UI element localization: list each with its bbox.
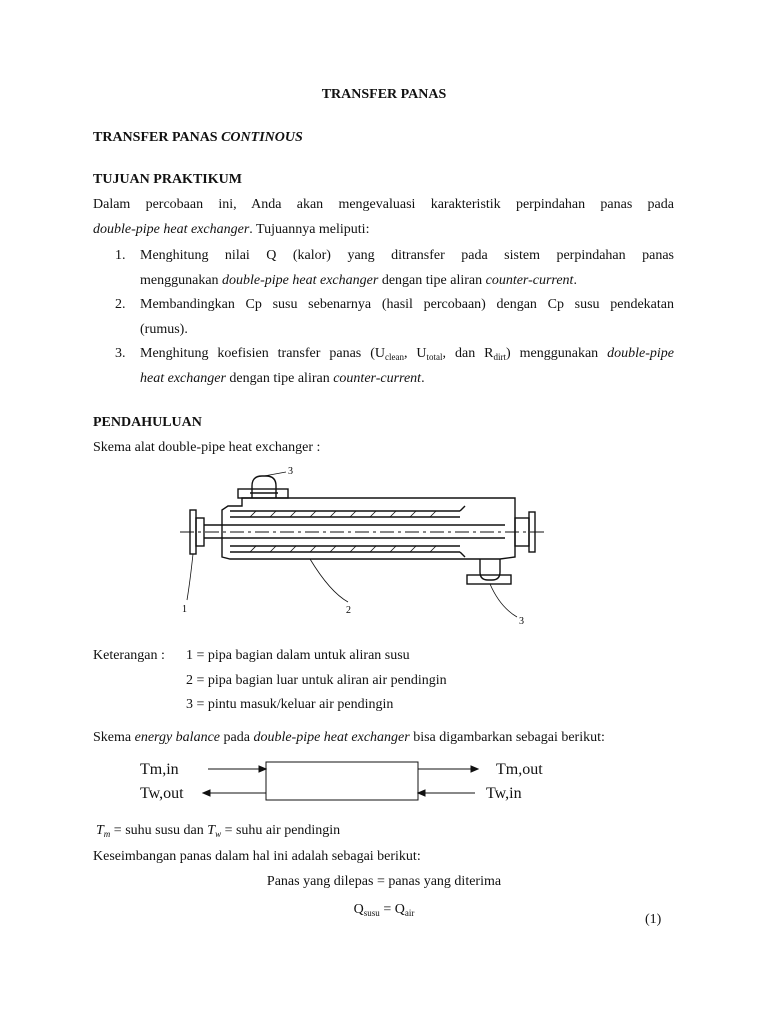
list-number: 3. [115,346,126,361]
text-italic: heat exchanger [140,371,226,386]
definition-line [96,823,340,839]
text: pada [220,730,254,745]
text-italic: counter-current [485,273,574,288]
text: = suhu air pendingin [221,823,341,838]
figure-label-2: 2 [346,605,351,616]
figure-label-3-bottom: 3 [519,616,524,627]
text-italic: double-pipe heat exchanger [222,273,379,288]
subscript: air [404,908,415,918]
balance-arrows [140,755,560,810]
intro-line-1: Dalam percobaan ini, Anda akan mengevaluasi karakteristik perpindahan panas pada [93,197,674,212]
heat-exchanger-diagram [170,462,550,632]
skema-label: Skema alat double-pipe heat exchanger : [93,440,321,455]
list-item-2-line-1: Membandingkan Cp susu sebenarnya (hasil percobaan) dengan Cp susu pendekatan [140,297,674,312]
list-item-1-line-1: Menghitung nilai Q (kalor) yang ditransfer pada sistem perpindahan panas [140,248,674,263]
text: dengan tipe aliran [225,371,334,386]
section-title-plain: TRANSFER PANAS [93,130,218,145]
subscript: total [426,352,443,362]
text: . [421,371,425,386]
text: , dan R [442,346,494,361]
tujuan-heading: TUJUAN PRAKTIKUM [93,172,242,187]
page-title: TRANSFER PANAS [321,87,447,102]
text: Menghitung koefisien transfer panas (U [140,346,385,361]
keterangan-item: 1 = pipa bagian dalam untuk aliran susu [186,648,410,663]
equation-text: Panas yang dilepas = panas yang diterima [266,874,502,889]
text: ) menggunakan [506,346,608,361]
text: menggunakan [140,273,223,288]
energy-balance-text [93,730,605,746]
subscript: w [215,829,222,839]
list-item-1 [0,248,768,298]
label-tw-in: Tw,in [486,785,522,802]
text: bisa digambarkan sebagai berikut: [409,730,605,745]
text: , U [403,346,427,361]
keterangan-item: 2 = pipa bagian luar untuk aliran air pendingin [186,673,447,688]
label-tw-out: Tw,out [140,785,184,802]
label-tm-out: Tm,out [496,761,543,778]
text: Skema [93,730,135,745]
section-title [93,130,303,146]
list-item-3-line-2 [140,371,674,387]
label-tm-in: Tm,in [140,761,179,778]
text: dengan tipe aliran [378,273,486,288]
symbol: T [207,823,216,838]
list-number: 2. [115,297,126,312]
energy-balance-diagram [140,755,560,810]
figure-label-1: 1 [182,604,187,615]
intro-line-2 [93,222,369,238]
list-item-1-line-2 [140,273,674,289]
text: . [573,273,577,288]
text: Q [353,902,364,917]
symbol: T [96,823,104,838]
subscript: m [103,829,111,839]
section-title-italic: CONTINOUS [221,130,303,145]
list-item-2-line-2: (rumus). [140,322,188,337]
intro-rest: . Tujuannya meliputi: [249,222,370,237]
intro-italic: double-pipe heat exchanger [93,222,250,237]
figure-label-3-top: 3 [288,466,293,477]
keterangan-item: 3 = pintu masuk/keluar air pendingin [186,697,394,712]
keseimbangan-text: Keseimbangan panas dalam hal ini adalah sebagai berikut: [93,849,421,864]
subscript: dirt [493,352,507,362]
text: = Q [379,902,405,917]
list-item-2 [0,297,768,347]
list-item-3-line-1 [140,346,674,362]
text-italic: double-pipe heat exchanger [253,730,410,745]
keterangan-label: Keterangan : [93,648,165,663]
subscript: clean [384,352,404,362]
text-italic: energy balance [134,730,220,745]
pendahuluan-heading: PENDAHULUAN [93,415,202,430]
equation-number: (1) [645,912,662,927]
subscript: susu [363,908,380,918]
list-number: 1. [115,248,126,263]
text: = suhu susu dan [110,823,208,838]
text-italic: counter-current [333,371,422,386]
list-item-3 [0,346,768,396]
text-italic: double-pipe [607,346,674,361]
